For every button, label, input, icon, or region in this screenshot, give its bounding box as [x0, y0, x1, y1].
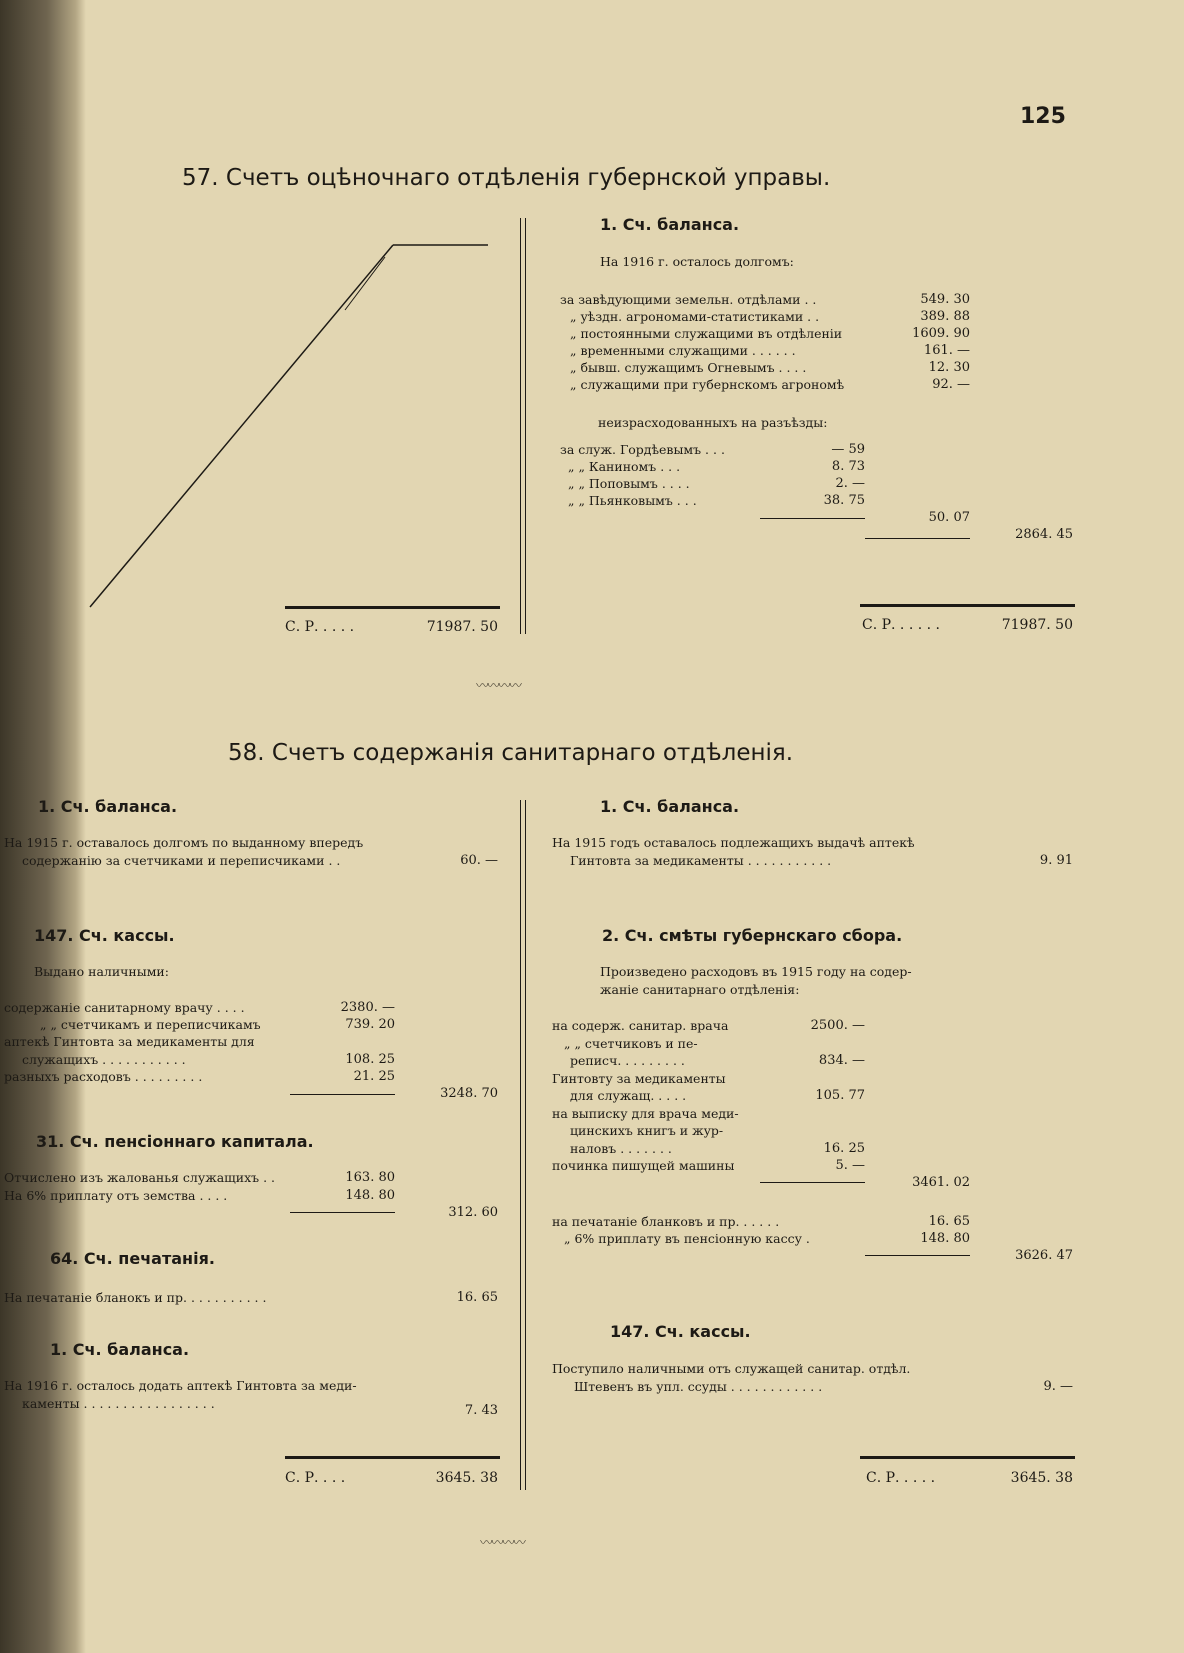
row-label: „ постоянными служащими въ отдѣленіи [570, 326, 843, 341]
subtotal-rule [760, 1182, 865, 1183]
left-sr-label-58: С. Р. . . . [285, 1470, 346, 1486]
balance-heading-57: 1. Сч. баланса. [600, 215, 740, 234]
travel-intro-57: неизрасходованныхъ на разъѣзды: [598, 415, 828, 430]
printing-heading-58: 64. Сч. печатанія. [50, 1249, 215, 1268]
row-label: „ 6% приплату въ пенсіонную кассу . [564, 1231, 810, 1246]
column-divider [525, 800, 526, 1490]
row-label: цинскихъ книгъ и жур- [570, 1123, 724, 1138]
sub-row-label: „ „ Пьянковымъ . . . [568, 493, 697, 508]
text-line: На 1915 годъ оставалось подлежащихъ выдачѣ аптекѣ [552, 835, 915, 850]
total-rule [290, 1212, 395, 1213]
sub-row-value: — 59 [831, 442, 865, 457]
estimate-total-58: 3626. 47 [1015, 1248, 1073, 1263]
row-value: 92. — [932, 377, 970, 392]
value: 16. 65 [456, 1290, 498, 1305]
balance-heading-58-left: 1. Сч. баланса. [38, 797, 178, 816]
row-label: „ „ счетчикамъ и переписчикамъ [40, 1017, 261, 1032]
left-sr-rule-57 [285, 606, 500, 609]
row-value: 163. 80 [345, 1170, 395, 1185]
text-line: На печатаніе бланокъ и пр. . . . . . . . . . . [4, 1290, 267, 1305]
column-divider [520, 218, 521, 634]
subtotal-rule [760, 518, 865, 519]
row-value: 108. 25 [345, 1052, 395, 1067]
text-line: На 1916 г. осталось додать аптекѣ Гинтовта за меди- [4, 1378, 357, 1393]
row-label: „ „ счетчиковъ и пе- [564, 1036, 698, 1051]
balance-total-57: 2864. 45 [1015, 527, 1073, 542]
text-line: Штевенъ въ упл. ссуды . . . . . . . . . . . . [574, 1379, 823, 1394]
row-label: починка пишущей машины [552, 1158, 735, 1173]
travel-subtotal-57: 50. 07 [928, 510, 970, 525]
text-line: жаніе санитарнаго отдѣленія: [600, 982, 800, 997]
right-sr-label-58: С. Р. . . . . [866, 1470, 936, 1486]
row-label: служащихъ . . . . . . . . . . . [22, 1052, 186, 1067]
row-label: наловъ . . . . . . . [570, 1141, 672, 1156]
pension-heading-58: 31. Сч. пенсіоннаго капитала. [36, 1132, 314, 1151]
balance-intro-57: На 1916 г. осталось долгомъ: [600, 254, 794, 269]
right-sr-value-58: 3645. 38 [1010, 1470, 1073, 1486]
row-label: на печатаніе бланковъ и пр. . . . . . [552, 1214, 780, 1229]
row-label: реписч. . . . . . . . . [570, 1053, 685, 1068]
row-value: 105. 77 [815, 1088, 865, 1103]
left-sr-rule-58 [285, 1456, 500, 1459]
text-line: На 1915 г. оставалось долгомъ по выданному впередъ [4, 835, 364, 850]
balance-heading-58-left-2: 1. Сч. баланса. [50, 1340, 190, 1359]
total-rule [865, 538, 970, 539]
total-rule [865, 1255, 970, 1256]
sub-row-value: 38. 75 [823, 493, 865, 508]
sub-row-label: „ „ Поповымъ . . . . [568, 476, 690, 491]
row-label: На 6% приплату отъ земства . . . . [4, 1188, 228, 1203]
section-58-title: 58. Счетъ содержанія санитарнаго отдѣленія. [228, 740, 794, 766]
row-label: для служащ. . . . . [570, 1088, 687, 1103]
column-divider [525, 218, 526, 634]
estimate-subtotal-58: 3461. 02 [912, 1175, 970, 1190]
left-sr-label-57: С. Р. . . . . [285, 619, 355, 635]
sub-row-value: 8. 73 [831, 459, 865, 474]
pension-total-58: 312. 60 [448, 1205, 498, 1220]
row-value: 12. 30 [928, 360, 970, 375]
row-value: 2500. — [810, 1018, 865, 1033]
row-value: 549. 30 [920, 292, 970, 307]
row-value: 21. 25 [353, 1069, 395, 1084]
text-line: Поступило наличными отъ служащей санитар. отдѣл. [552, 1361, 911, 1376]
value: 7. 43 [464, 1403, 498, 1418]
row-label: аптекѣ Гинтовта за медикаменты для [4, 1034, 255, 1049]
value: 9. 91 [1039, 853, 1073, 868]
cash-heading-58-left: 147. Сч. кассы. [34, 926, 175, 945]
row-label: „ уѣздн. агрономами-статистиками . . [570, 309, 820, 324]
text-line: содержанію за счетчиками и переписчиками . . [22, 853, 341, 868]
row-value: 389. 88 [920, 309, 970, 324]
sub-row-label: „ „ Каниномъ . . . [568, 459, 681, 474]
page-number: 125 [1020, 104, 1066, 129]
row-label: на содерж. санитар. врача [552, 1018, 729, 1033]
row-label: „ бывш. служащимъ Огневымъ . . . . [570, 360, 807, 375]
row-value: 16. 65 [928, 1214, 970, 1229]
row-value: 16. 25 [823, 1141, 865, 1156]
section-57-title: 57. Счетъ оцѣночнаго отдѣленія губернской управы. [182, 165, 831, 191]
right-sr-value-57: 71987. 50 [1001, 617, 1073, 633]
row-label: разныхъ расходовъ . . . . . . . . . [4, 1069, 203, 1084]
cash-heading-58-right: 147. Сч. кассы. [610, 1322, 751, 1341]
row-label: „ служащими при губернскомъ агрономѣ [570, 377, 845, 392]
value: 9. — [1043, 1379, 1073, 1394]
left-sr-value-58: 3645. 38 [435, 1470, 498, 1486]
row-label: Гинтовту за медикаменты [552, 1071, 726, 1086]
row-value: 161. — [923, 343, 970, 358]
row-value: 2380. — [340, 1000, 395, 1015]
row-value: 1609. 90 [912, 326, 970, 341]
row-label: за завѣдующими земельн. отдѣлами . . [560, 292, 817, 307]
column-divider [520, 800, 521, 1490]
sub-row-value: 2. — [835, 476, 865, 491]
right-sr-label-57: С. Р. . . . . . [862, 617, 940, 633]
row-label: содержаніе санитарному врачу . . . . [4, 1000, 245, 1015]
row-label: на выписку для врача меди- [552, 1106, 739, 1121]
balance-heading-58-right: 1. Сч. баланса. [600, 797, 740, 816]
text-line: Выдано наличными: [34, 964, 169, 979]
sub-row-label: за служ. Гордѣевымъ . . . [560, 442, 725, 457]
text-line: каменты . . . . . . . . . . . . . . . . . [22, 1396, 215, 1411]
row-label: Отчислено изъ жалованья служащихъ . . [4, 1170, 276, 1185]
right-sr-rule-57 [860, 604, 1075, 607]
estimate-heading-58: 2. Сч. смѣты губернскаго сбора. [602, 926, 903, 945]
row-value: 148. 80 [920, 1231, 970, 1246]
total-rule [290, 1094, 395, 1095]
text-line: Гинтовта за медикаменты . . . . . . . . . . . [570, 853, 832, 868]
empty-column-strike [80, 235, 500, 615]
right-sr-rule-58 [860, 1456, 1075, 1459]
text-line: Произведено расходовъ въ 1915 году на содер- [600, 964, 912, 979]
ornament-divider: 〰〰〰〰 [476, 679, 521, 694]
value: 60. — [460, 853, 498, 868]
row-value: 5. — [835, 1158, 865, 1173]
row-label: „ временными служащими . . . . . . [570, 343, 796, 358]
row-value: 148. 80 [345, 1188, 395, 1203]
row-value: 834. — [818, 1053, 865, 1068]
cash-total-58-left: 3248. 70 [440, 1086, 498, 1101]
left-sr-value-57: 71987. 50 [426, 619, 498, 635]
ornament-divider: 〰〰〰〰 [480, 1536, 525, 1551]
row-value: 739. 20 [345, 1017, 395, 1032]
